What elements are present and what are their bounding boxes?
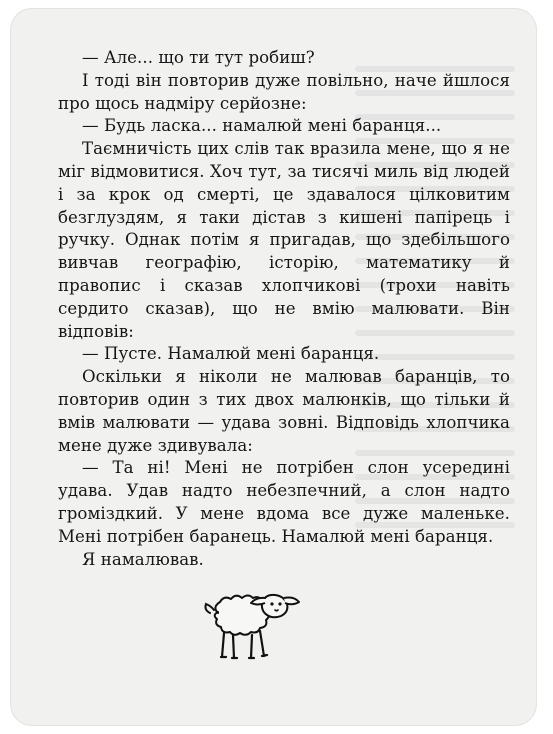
paragraph: І тоді він повторив дуже повільно, наче йшлося про щось надміру серйозне: — [58, 70, 510, 113]
paragraph: Я намалював. — [82, 549, 204, 569]
paragraph: — Але... що ти тут робиш? — [82, 48, 315, 67]
paragraph: Таємничість цих слів так вразила мене, що я не міг відмовитися. Хоч тут, за тисячі миль від людей і за крок од смерті, це здавалося цілковитим безглуздям, я таки дістав з кишені папірець і ручку. Однак потім я пригадав, що здебільшого вивчав географію, історію, математику й правопис і сказав хлопчикові (трохи навіть сердито сказав), що не вмію малювати. Він відповів: — [58, 139, 510, 341]
paragraph: — Пусте. Намалюй мені баранця. — [82, 344, 380, 364]
paragraph: — Та ні! Мені не потрібен слон усередині удава. Удав надто небезпечний, а слон надто громіздкий. У мене вдома все дуже маленьке. Мені потрібен баранець. Намалюй мені баранця. — [58, 458, 510, 546]
lamb-drawing-icon — [200, 583, 310, 673]
paragraph: Оскільки я ніколи не малював баранців, то повторив один з тих двох малюнків, що тільки й вмів малювати — удава зовні. Відповідь хлопчика мене дуже здивувала: — [58, 367, 510, 455]
paragraph: — Будь ласка... намалюй мені баранця... — [82, 116, 442, 136]
page-text — [58, 47, 510, 571]
